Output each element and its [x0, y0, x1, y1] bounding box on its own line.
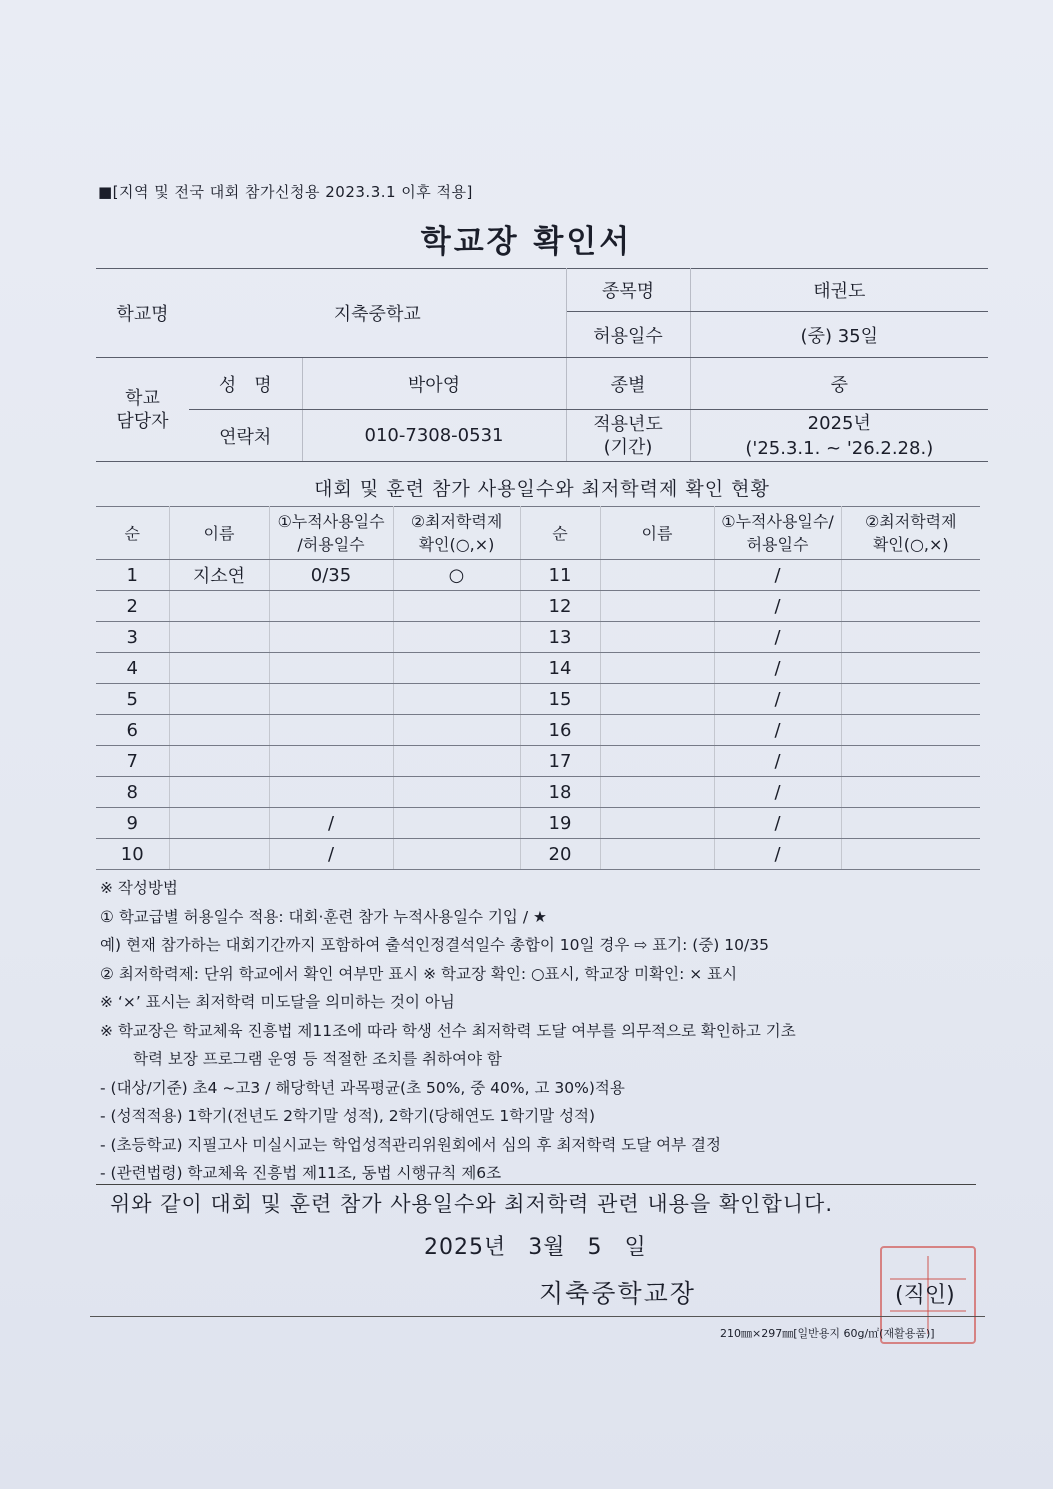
row-check-right: [841, 560, 980, 591]
contact-person-label: [96, 358, 189, 462]
row-check-right: [841, 591, 980, 622]
row-check-left: [393, 839, 520, 870]
row-days-right: /: [714, 839, 841, 870]
row-no-right: 11: [520, 560, 600, 591]
participation-table: [96, 506, 980, 870]
row-name-left: [169, 622, 269, 653]
apply-year-value: [690, 410, 988, 462]
note-line: - (대상/기준) 초4 ~고3 / 해당학년 과목평균(초 50%, 중 40%, 고 30%)적용: [100, 1078, 625, 1097]
note-heading: ※ 작성방법: [100, 879, 178, 897]
row-check-right: [841, 777, 980, 808]
row-days-right: /: [714, 808, 841, 839]
col-no-left: 순: [96, 507, 169, 560]
row-no-right: 13: [520, 622, 600, 653]
row-name-right: [600, 839, 714, 870]
document-title: 학교장 확인서: [420, 224, 633, 260]
note-line: ① 학교급별 허용일수 적용: 대회·훈련 참가 누적사용일수 기입 / ★: [100, 907, 547, 926]
col-name-right: 이름: [600, 507, 714, 560]
row-no-left: 5: [96, 684, 169, 715]
phone-label: 연락처: [189, 410, 302, 462]
table-row: [96, 622, 980, 653]
allowed-days-value: (중) 35일: [690, 312, 988, 358]
category-value: 중: [690, 358, 988, 410]
row-no-right: 16: [520, 715, 600, 746]
status-section-title: 대회 및 훈련 참가 사용일수와 최저학력제 확인 현황: [314, 478, 770, 500]
row-no-left: 8: [96, 777, 169, 808]
col-days-left: [269, 507, 393, 560]
school-info-table: [96, 268, 988, 462]
row-check-right: [841, 653, 980, 684]
row-check-right: [841, 715, 980, 746]
row-days-right: /: [714, 653, 841, 684]
row-check-left: [393, 622, 520, 653]
row-no-left: 6: [96, 715, 169, 746]
row-name-right: [600, 560, 714, 591]
note-line: 예) 현재 참가하는 대회기간까지 포함하여 출석인정결석일수 총합이 10일 경우 ⇨ 표기: (중) 10/35: [100, 936, 769, 954]
school-name-label: 학교명: [96, 269, 189, 358]
row-days-left: [269, 591, 393, 622]
row-days-right: /: [714, 622, 841, 653]
row-check-right: [841, 684, 980, 715]
row-days-left: [269, 684, 393, 715]
row-no-right: 20: [520, 839, 600, 870]
row-no-right: 19: [520, 808, 600, 839]
apply-year-label-line2: (기간): [603, 436, 653, 458]
col-days-left-line2: /허용일수: [297, 535, 365, 554]
row-name-left: [169, 591, 269, 622]
event-name-label: 종목명: [566, 269, 690, 312]
col-check-left-line1: ②최저학력제: [410, 512, 503, 531]
allowed-days-label: 허용일수: [566, 312, 690, 358]
col-check-right: [841, 507, 980, 560]
row-check-right: [841, 808, 980, 839]
row-name-left: [169, 839, 269, 870]
row-name-right: [600, 715, 714, 746]
note-line: ※ 학교장은 학교체육 진흥법 제11조에 따라 학생 선수 최저학력 도달 여부를 의무적으로 확인하고 기초: [100, 1021, 796, 1040]
row-no-right: 12: [520, 591, 600, 622]
table-row: [96, 777, 980, 808]
row-days-left: [269, 746, 393, 777]
table-row: [96, 715, 980, 746]
confirmation-date: 2025년 3월 5 일: [424, 1235, 647, 1260]
row-name-left: [169, 746, 269, 777]
note-line: 학력 보장 프로그램 운영 등 적절한 조치를 취하여야 함: [133, 1050, 502, 1068]
row-name-right: [600, 653, 714, 684]
row-no-right: 18: [520, 777, 600, 808]
row-check-left: [393, 591, 520, 622]
phone-value: 010-7308-0531: [302, 410, 566, 462]
person-name-value: 박아영: [302, 358, 566, 410]
row-name-left: [169, 715, 269, 746]
table-row: [96, 746, 980, 777]
form-usage-note: ■[지역 및 전국 대회 참가신청용 2023.3.1 이후 적용]: [98, 183, 473, 201]
row-days-left: 0/35: [269, 560, 393, 591]
row-days-right: /: [714, 684, 841, 715]
writing-instructions: [100, 874, 990, 1188]
row-days-left: [269, 715, 393, 746]
table-row: [96, 653, 980, 684]
row-name-left: [169, 777, 269, 808]
table-row: [96, 684, 980, 715]
row-name-right: [600, 746, 714, 777]
col-name-left: 이름: [169, 507, 269, 560]
school-name-value: 지축중학교: [189, 269, 566, 358]
row-check-left: [393, 777, 520, 808]
divider: [96, 1184, 976, 1185]
row-check-left: [393, 684, 520, 715]
table-row: [96, 591, 980, 622]
row-days-left: [269, 622, 393, 653]
row-no-left: 9: [96, 808, 169, 839]
row-days-left: [269, 653, 393, 684]
row-no-right: 17: [520, 746, 600, 777]
contact-person-label-line1: 학교: [125, 387, 160, 409]
row-days-right: /: [714, 746, 841, 777]
row-no-right: 15: [520, 684, 600, 715]
person-name-label: 성 명: [189, 358, 302, 410]
row-days-left: /: [269, 808, 393, 839]
col-check-right-line2: 확인(○,×): [872, 535, 949, 554]
row-name-left: 지소연: [169, 560, 269, 591]
row-check-left: [393, 808, 520, 839]
row-no-left: 3: [96, 622, 169, 653]
row-name-right: [600, 622, 714, 653]
row-name-right: [600, 591, 714, 622]
col-days-right-line2: 허용일수: [746, 535, 809, 554]
row-days-left: /: [269, 839, 393, 870]
row-days-right: /: [714, 591, 841, 622]
footer-divider: [90, 1316, 985, 1317]
row-days-right: /: [714, 715, 841, 746]
col-no-right: 순: [520, 507, 600, 560]
table-row: [96, 560, 980, 591]
contact-person-label-line2: 담당자: [116, 410, 169, 432]
row-check-right: [841, 622, 980, 653]
col-days-right-line1: ①누적사용일수/: [721, 512, 834, 531]
row-days-right: /: [714, 777, 841, 808]
table-row: [96, 839, 980, 870]
apply-year-label-line1: 적용년도: [593, 413, 663, 435]
row-check-right: [841, 746, 980, 777]
note-line: ※ ‘×’ 표시는 최저학력 미도달을 의미하는 것이 아님: [100, 993, 455, 1011]
principal-title: 지축중학교장: [539, 1279, 696, 1308]
row-no-left: 10: [96, 839, 169, 870]
col-check-right-line1: ②최저학력제: [864, 512, 957, 531]
apply-period: ('25.3.1. ~ '26.2.28.): [745, 437, 934, 459]
col-check-left: [393, 507, 520, 560]
row-name-right: [600, 808, 714, 839]
row-no-left: 4: [96, 653, 169, 684]
row-no-left: 1: [96, 560, 169, 591]
row-no-left: 7: [96, 746, 169, 777]
row-name-left: [169, 653, 269, 684]
confirmation-statement: 위와 같이 대회 및 훈련 참가 사용일수와 최저학력 관련 내용을 확인합니다.: [110, 1192, 834, 1216]
note-line: - (성적적용) 1학기(전년도 2학기말 성적), 2학기(당해연도 1학기말 성적): [100, 1107, 596, 1125]
row-days-left: [269, 777, 393, 808]
category-label: 종별: [566, 358, 690, 410]
seal-mark-label: (직인): [895, 1283, 955, 1308]
row-name-right: [600, 777, 714, 808]
col-check-left-line2: 확인(○,×): [418, 535, 495, 554]
paper-spec: 210㎜×297㎜[일반용지 60g/㎡(재활용품)]: [720, 1327, 935, 1340]
row-name-right: [600, 684, 714, 715]
col-days-left-line1: ①누적사용일수: [277, 512, 385, 531]
event-name-value: 태권도: [690, 269, 988, 312]
row-name-left: [169, 808, 269, 839]
col-days-right: [714, 507, 841, 560]
row-check-left: [393, 746, 520, 777]
apply-year: 2025년: [807, 412, 871, 434]
note-line: ② 최저학력제: 단위 학교에서 확인 여부만 표시 ※ 학교장 확인: ○표시, 학교장 미확인: × 표시: [100, 964, 738, 983]
note-line: - (관련법령) 학교체육 진흥법 제11조, 동법 시행규칙 제6조: [100, 1164, 502, 1182]
row-name-left: [169, 684, 269, 715]
row-check-left: [393, 715, 520, 746]
row-check-left: ○: [393, 560, 520, 591]
row-no-left: 2: [96, 591, 169, 622]
row-days-right: /: [714, 560, 841, 591]
row-check-left: [393, 653, 520, 684]
note-line: - (초등학교) 지필고사 미실시교는 학업성적관리위원회에서 심의 후 최저학력 도달 여부 결정: [100, 1135, 721, 1154]
row-no-right: 14: [520, 653, 600, 684]
apply-year-label: [566, 410, 690, 462]
row-check-right: [841, 839, 980, 870]
table-row: [96, 808, 980, 839]
